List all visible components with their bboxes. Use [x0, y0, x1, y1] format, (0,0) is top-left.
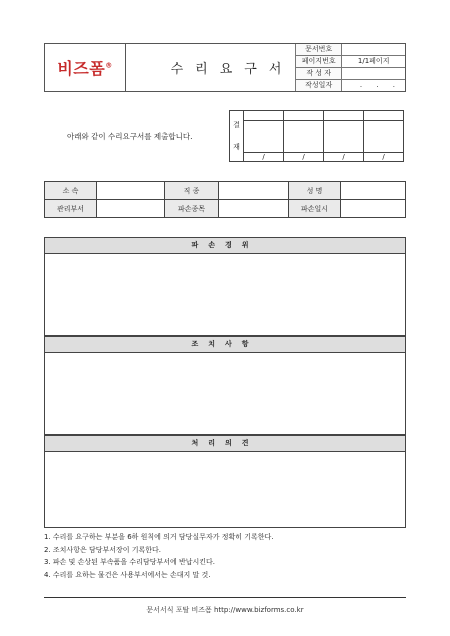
document-header: [44, 43, 406, 92]
section-body-opinion[interactable]: [44, 452, 406, 528]
info-label: 파손종목: [165, 200, 219, 218]
info-label: 관리부서: [45, 200, 97, 218]
approval-slot-header: [324, 111, 364, 121]
approval-box: [229, 110, 404, 162]
info-field[interactable]: [219, 182, 289, 200]
info-label: 직 종: [165, 182, 219, 200]
meta-label: 작 성 자: [296, 67, 342, 79]
section-body-actions-taken[interactable]: [44, 353, 406, 435]
approval-date[interactable]: /: [284, 153, 324, 162]
note-item: 3. 파손 및 손상된 부속품을 수리담당부서에 반납시킨다.: [44, 558, 216, 566]
logo-cell: [45, 44, 126, 91]
info-field[interactable]: [97, 200, 165, 218]
approval-date[interactable]: /: [244, 153, 284, 162]
footer-divider: [44, 597, 406, 598]
notes-list: [44, 531, 273, 581]
approval-slot-header: [244, 111, 284, 121]
note-item: 1. 수리를 요구하는 부분을 6하 원칙에 의거 담당실무자가 정확히 기록한다.: [44, 533, 274, 541]
info-field[interactable]: [97, 182, 165, 200]
approval-label: 결 재: [230, 111, 244, 162]
approval-slot-header: [284, 111, 324, 121]
meta-value: [342, 44, 405, 55]
footer-text: 문서서식 포탈 비즈폼 http://www.bizforms.co.kr: [146, 606, 304, 614]
requester-info-table: [44, 181, 406, 218]
section-header-opinion: 처리의견: [44, 435, 406, 452]
info-field[interactable]: [341, 182, 406, 200]
info-field[interactable]: [341, 200, 406, 218]
meta-row: [296, 79, 406, 91]
section-header-actions-taken: 조치사항: [44, 336, 406, 353]
approval-slot-header: [364, 111, 404, 121]
section-header-damage-history: 파손경위: [44, 237, 406, 254]
meta-label: 페이지번호: [296, 55, 342, 67]
approval-sign-slot[interactable]: [324, 121, 364, 153]
meta-label: 작성일자: [296, 79, 342, 91]
document-meta-table: [295, 44, 405, 91]
note-item: 2. 조치사항은 담당부서장이 기록한다.: [44, 545, 162, 554]
info-label: 파손일시: [289, 200, 341, 218]
section-body-damage-history[interactable]: [44, 254, 406, 336]
intro-text: 아래와 같이 수리요구서를 제출합니다.: [67, 132, 193, 141]
document-title: 수리요구서: [170, 62, 294, 77]
bizforms-logo: 비즈폼®: [57, 59, 113, 78]
note-item: 4. 수리를 요하는 물건은 사용부서에서는 손대지 말 것.: [44, 570, 211, 579]
meta-value: . . .: [342, 79, 405, 91]
approval-date[interactable]: /: [324, 153, 364, 162]
meta-value: [342, 67, 405, 79]
info-field[interactable]: [219, 200, 289, 218]
approval-sign-slot[interactable]: [284, 121, 324, 153]
meta-value: 1/1페이지: [342, 55, 405, 67]
info-label: 소 속: [45, 182, 97, 200]
approval-sign-slot[interactable]: [244, 121, 284, 153]
meta-row: [296, 44, 406, 55]
meta-row: [296, 55, 406, 67]
meta-row: [296, 67, 406, 79]
approval-sign-slot[interactable]: [364, 121, 404, 153]
info-label: 성 명: [289, 182, 341, 200]
approval-date[interactable]: /: [364, 153, 404, 162]
meta-label: 문서번호: [296, 44, 342, 55]
